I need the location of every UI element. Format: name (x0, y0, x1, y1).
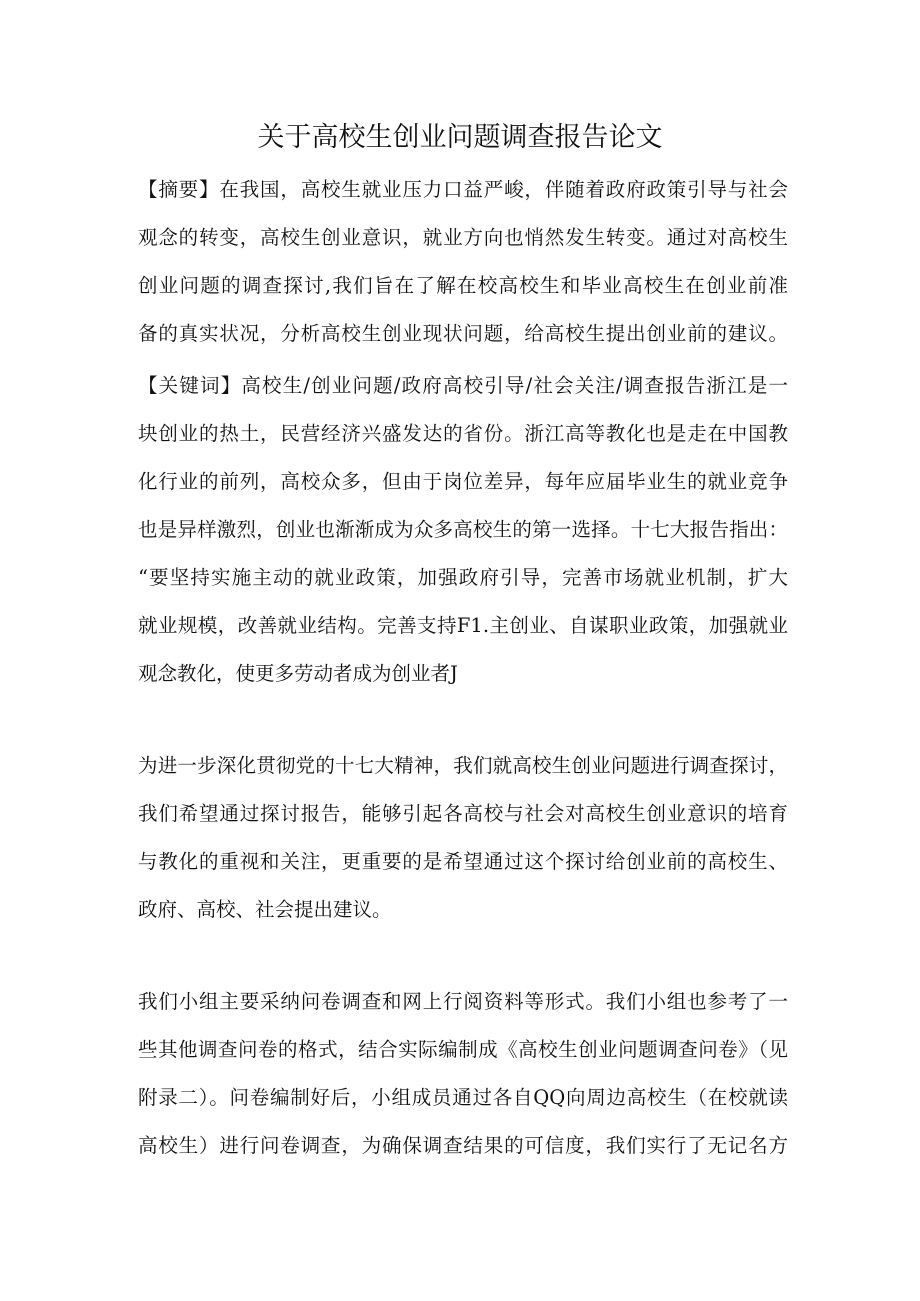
paragraph-line: 观念教化，使更多劳动者成为创业者J (138, 662, 458, 685)
paragraph-line: 我们小组主要采纳问卷调查和网上行阅资料等形式。我们小组也参考了一 (138, 990, 788, 1013)
paragraph-line: 创业问题的调查探讨,我们旨在了解在校高校生和毕业高校生在创业前准 (138, 274, 788, 297)
paragraph-line: 我们希望通过探讨报告，能够引起各高校与社会对高校生创业意识的培育 (138, 802, 788, 825)
paragraph-line: 政府、高校、社会提出建议。 (138, 898, 392, 921)
purpose-paragraph (138, 742, 788, 934)
abstract-paragraph (138, 166, 788, 358)
paragraph-line: 与教化的重视和关注，更重要的是希望通过这个探讨给创业前的高校生、 (138, 850, 788, 873)
paragraph-line: 备的真实状况，分析高校生创业现状问题，给高校生提出创业前的建议。 (138, 322, 788, 345)
document-title: 关于高校生创业问题调查报告论文 (257, 122, 663, 153)
paragraph-line: 就业规模，改善就业结构。完善支持F1.主创业、自谋职业政策，加强就业 (138, 614, 788, 637)
paragraph-line: 些其他调查问卷的格式，结合实际编制成《高校生创业问题调查问卷》（见 (138, 1038, 788, 1061)
paragraph-line: 高校生）进行问卷调查，为确保调查结果的可信度，我们实行了无记名方 (138, 1134, 788, 1157)
paragraph-line: 附录二）。问卷编制好后，小组成员通过各自QQ向周边高校生（在校就读 (138, 1086, 788, 1109)
paragraph-line: 【关键词】高校生/创业问题/政府高校引导/社会关注/调查报告浙江是一 (138, 374, 788, 397)
paragraph-line: 观念的转变，高校生创业意识，就业方向也悄然发生转变。通过对高校生 (138, 226, 788, 249)
paragraph-line: 为进一步深化贯彻党的十七大精神，我们就高校生创业问题进行调查探讨， (138, 754, 788, 777)
paragraph-line: 块创业的热土，民营经济兴盛发达的省份。浙江高等教化也是走在中国教 (138, 422, 788, 445)
paragraph-line: 也是异样激烈，创业也渐渐成为众多高校生的第一选择。十七大报告指出： (138, 518, 788, 541)
keywords-paragraph (138, 362, 788, 698)
method-paragraph (138, 978, 788, 1170)
paragraph-line: 【摘要】在我国，高校生就业压力口益严峻，伴随着政府政策引导与社会 (138, 178, 788, 201)
paragraph-line: 化行业的前列，高校众多，但由于岗位差异，每年应届毕业生的就业竞争 (138, 470, 788, 493)
paragraph-line: “要坚持实施主动的就业政策，加强政府引导，完善市场就业机制，扩大 (138, 566, 788, 589)
